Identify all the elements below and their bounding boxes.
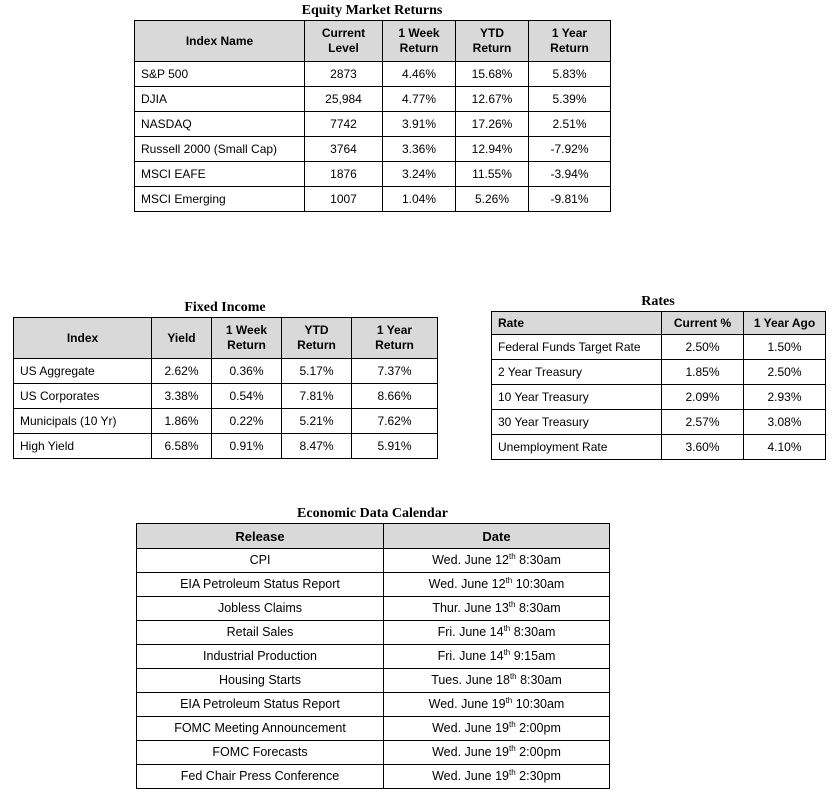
equity-cell: 1.04% (383, 187, 456, 212)
fixed-income-cell: 0.91% (212, 434, 282, 459)
rates-cell: 2.50% (662, 335, 744, 360)
rates-row (492, 360, 826, 385)
rates-cell: Unemployment Rate (492, 435, 662, 460)
rates-row (492, 410, 826, 435)
calendar-release-cell: Retail Sales (137, 621, 384, 645)
equity-cell: 1876 (305, 162, 383, 187)
equity-cell: 3.36% (383, 137, 456, 162)
calendar-date-suffix: th (509, 551, 516, 561)
fixed-income-section (13, 300, 437, 459)
fixed-income-cell: 8.66% (352, 384, 438, 409)
rates-table (491, 311, 826, 460)
equity-cell: 7742 (305, 112, 383, 137)
equity-row (135, 87, 611, 112)
calendar-release-cell: Housing Starts (137, 669, 384, 693)
equity-row (135, 187, 611, 212)
equity-cell: NASDAQ (135, 112, 305, 137)
calendar-date-suffix: th (505, 575, 513, 585)
rates-cell: 2.50% (744, 360, 826, 385)
calendar-row (137, 693, 610, 717)
equity-cell: 2873 (305, 62, 383, 87)
fixed-income-row (14, 434, 438, 459)
calendar-date-day: Wed. June 12 (432, 553, 510, 567)
fixed-income-row (14, 409, 438, 434)
calendar-row (137, 549, 610, 573)
equity-cell: 5.39% (529, 87, 611, 112)
fixed-income-title: Fixed Income (184, 300, 266, 315)
fixed-income-cell: 6.58% (152, 434, 212, 459)
calendar-date-time: 10:30am (515, 577, 565, 591)
rates-cell: 10 Year Treasury (492, 385, 662, 410)
calendar-date-cell (384, 645, 610, 669)
calendar-row (137, 621, 610, 645)
rates-header-year-ago: 1 Year Ago (744, 312, 826, 335)
calendar-date-suffix: th (509, 671, 517, 681)
calendar-date-suffix: th (508, 599, 516, 609)
calendar-date-day: Thur. June 13 (432, 601, 509, 615)
calendar-row (137, 669, 610, 693)
fixed-income-cell: US Aggregate (14, 359, 152, 384)
fixed-income-cell: 0.22% (212, 409, 282, 434)
calendar-date-cell (384, 549, 610, 573)
equity-header-ytd: YTD Return (456, 21, 529, 62)
rates-section (491, 294, 825, 460)
equity-cell: -7.92% (529, 137, 611, 162)
equity-cell: 2.51% (529, 112, 611, 137)
calendar-row (137, 645, 610, 669)
calendar-row (137, 741, 610, 765)
rates-row (492, 435, 826, 460)
fixed-income-cell: 2.62% (152, 359, 212, 384)
fixed-income-table (13, 317, 438, 459)
equity-cell: 25,984 (305, 87, 383, 112)
economic-calendar-section (136, 506, 609, 789)
equity-cell: 15.68% (456, 62, 529, 87)
calendar-header-release: Release (137, 524, 384, 549)
calendar-row (137, 573, 610, 597)
calendar-date-time: 8:30am (519, 553, 561, 567)
economic-calendar-title: Economic Data Calendar (297, 506, 448, 521)
rates-title: Rates (641, 294, 675, 309)
equity-returns-title: Equity Market Returns (301, 3, 443, 18)
calendar-date-cell (384, 693, 610, 717)
fixed-header-index: Index (14, 318, 152, 359)
rates-header-rate: Rate (492, 312, 662, 335)
fixed-income-cell: 0.36% (212, 359, 282, 384)
calendar-date-suffix: th (509, 719, 516, 729)
rates-cell: 3.60% (662, 435, 744, 460)
equity-cell: 4.46% (383, 62, 456, 87)
equity-cell: -9.81% (529, 187, 611, 212)
rates-cell: Federal Funds Target Rate (492, 335, 662, 360)
calendar-date-day: Wed. June 19 (432, 721, 510, 735)
fixed-income-cell: 7.62% (352, 409, 438, 434)
equity-row (135, 137, 611, 162)
equity-cell: DJIA (135, 87, 305, 112)
equity-header-current-level: Current Level (305, 21, 383, 62)
calendar-date-cell (384, 573, 610, 597)
calendar-release-cell: EIA Petroleum Status Report (137, 573, 384, 597)
rates-cell: 3.08% (744, 410, 826, 435)
equity-cell: 5.26% (456, 187, 529, 212)
equity-cell: 3.24% (383, 162, 456, 187)
calendar-date-cell (384, 717, 610, 741)
rates-row (492, 335, 826, 360)
equity-cell: Russell 2000 (Small Cap) (135, 137, 305, 162)
fixed-income-cell: 5.91% (352, 434, 438, 459)
calendar-date-day: Fri. June 14 (437, 625, 504, 639)
calendar-row (137, 765, 610, 789)
calendar-date-suffix: th (509, 743, 516, 753)
rates-header-current: Current % (662, 312, 744, 335)
equity-cell: 11.55% (456, 162, 529, 187)
fixed-income-cell: 7.81% (282, 384, 352, 409)
calendar-date-time: 8:30am (520, 673, 562, 687)
calendar-release-cell: FOMC Forecasts (137, 741, 384, 765)
calendar-release-cell: EIA Petroleum Status Report (137, 693, 384, 717)
fixed-income-row (14, 384, 438, 409)
rates-cell: 2 Year Treasury (492, 360, 662, 385)
fixed-income-cell: 0.54% (212, 384, 282, 409)
fixed-income-cell: 1.86% (152, 409, 212, 434)
calendar-date-day: Wed. June 12 (428, 577, 506, 591)
equity-row (135, 62, 611, 87)
equity-cell: 3764 (305, 137, 383, 162)
calendar-date-cell (384, 765, 610, 789)
calendar-release-cell: FOMC Meeting Announcement (137, 717, 384, 741)
calendar-header-row (137, 524, 610, 549)
calendar-date-day: Wed. June 19 (432, 745, 510, 759)
calendar-date-time: 2:00pm (519, 745, 561, 759)
rates-cell: 4.10% (744, 435, 826, 460)
fixed-income-cell: 5.17% (282, 359, 352, 384)
fixed-income-header-row (14, 318, 438, 359)
calendar-release-cell: CPI (137, 549, 384, 573)
calendar-date-suffix: th (509, 767, 516, 777)
calendar-date-cell (384, 597, 610, 621)
equity-cell: -3.94% (529, 162, 611, 187)
fixed-income-cell: 3.38% (152, 384, 212, 409)
fixed-header-yield: Yield (152, 318, 212, 359)
fixed-income-cell: US Corporates (14, 384, 152, 409)
calendar-date-time: 9:15am (513, 649, 556, 663)
calendar-date-day: Fri. June 14 (437, 649, 504, 663)
equity-header-row (135, 21, 611, 62)
equity-returns-section (134, 3, 610, 212)
calendar-row (137, 597, 610, 621)
rates-cell: 1.85% (662, 360, 744, 385)
calendar-date-cell (384, 621, 610, 645)
calendar-release-cell: Fed Chair Press Conference (137, 765, 384, 789)
rates-header-row (492, 312, 826, 335)
equity-cell: 1007 (305, 187, 383, 212)
calendar-date-suffix: th (503, 647, 511, 657)
calendar-date-day: Wed. June 19 (428, 697, 506, 711)
equity-cell: 4.77% (383, 87, 456, 112)
fixed-income-row (14, 359, 438, 384)
equity-header-1-year: 1 Year Return (529, 21, 611, 62)
rates-cell: 2.57% (662, 410, 744, 435)
calendar-date-day: Wed. June 19 (432, 769, 510, 783)
equity-header-index-name: Index Name (135, 21, 305, 62)
economic-calendar-table (136, 523, 610, 789)
rates-row (492, 385, 826, 410)
fixed-header-1-year: 1 Year Return (352, 318, 438, 359)
rates-cell: 1.50% (744, 335, 826, 360)
fixed-income-cell: Municipals (10 Yr) (14, 409, 152, 434)
calendar-row (137, 717, 610, 741)
calendar-date-time: 8:30am (513, 625, 556, 639)
equity-row (135, 162, 611, 187)
calendar-header-date: Date (384, 524, 610, 549)
calendar-release-cell: Industrial Production (137, 645, 384, 669)
calendar-date-time: 10:30am (515, 697, 565, 711)
equity-cell: 12.67% (456, 87, 529, 112)
fixed-income-cell: 8.47% (282, 434, 352, 459)
calendar-date-cell (384, 741, 610, 765)
equity-cell: MSCI EAFE (135, 162, 305, 187)
calendar-date-day: Tues. June 18 (431, 673, 510, 687)
rates-cell: 2.93% (744, 385, 826, 410)
calendar-date-suffix: th (503, 623, 511, 633)
equity-cell: MSCI Emerging (135, 187, 305, 212)
calendar-date-time: 2:00pm (519, 721, 561, 735)
fixed-header-1-week: 1 Week Return (212, 318, 282, 359)
fixed-income-cell: 7.37% (352, 359, 438, 384)
equity-cell: 5.83% (529, 62, 611, 87)
equity-cell: 3.91% (383, 112, 456, 137)
calendar-date-cell (384, 669, 610, 693)
fixed-income-cell: 5.21% (282, 409, 352, 434)
calendar-date-suffix: th (505, 695, 513, 705)
rates-cell: 30 Year Treasury (492, 410, 662, 435)
equity-cell: 12.94% (456, 137, 529, 162)
calendar-release-cell: Jobless Claims (137, 597, 384, 621)
fixed-header-ytd: YTD Return (282, 318, 352, 359)
equity-row (135, 112, 611, 137)
equity-header-1-week: 1 Week Return (383, 21, 456, 62)
fixed-income-cell: High Yield (14, 434, 152, 459)
equity-cell: S&P 500 (135, 62, 305, 87)
equity-returns-table (134, 20, 611, 212)
calendar-date-time: 2:30pm (519, 769, 561, 783)
equity-cell: 17.26% (456, 112, 529, 137)
rates-cell: 2.09% (662, 385, 744, 410)
calendar-date-time: 8:30am (518, 601, 561, 615)
